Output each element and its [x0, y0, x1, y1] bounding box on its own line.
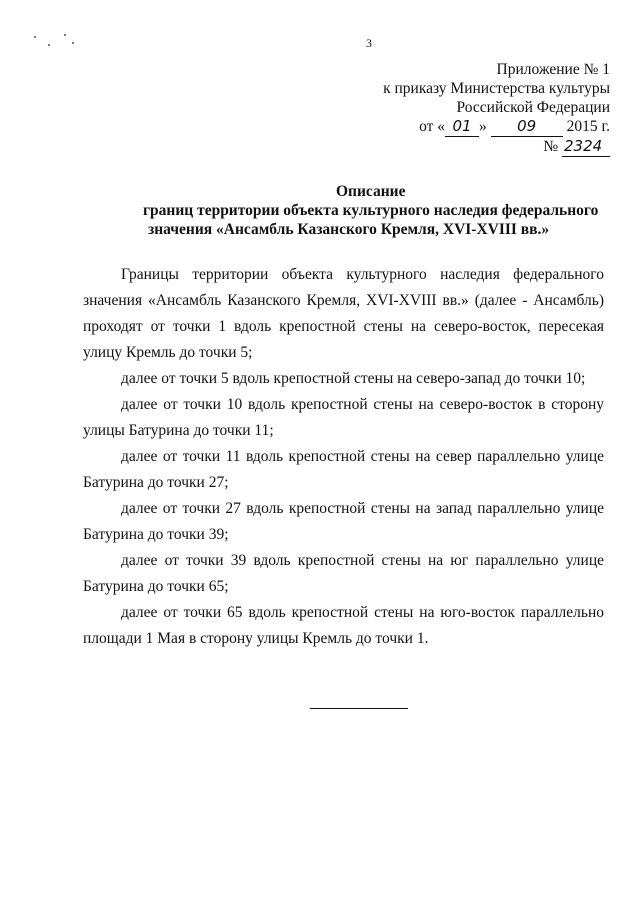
appendix-federation: Российской Федерации	[456, 99, 610, 116]
appendix-date-line	[350, 117, 610, 137]
title-subheading-line2: значения «Ансамбль Казанского Кремля, XVI-XVIII вв.»	[148, 221, 550, 238]
title-heading: Описание	[336, 183, 406, 200]
scan-speck	[34, 36, 36, 38]
appendix-header	[350, 60, 610, 157]
body-paragraph: Границы территории объекта культурного наследия федерального значения «Ансамбль Казанского Кремля, XVI-XVIII вв.» (далее - Ансамбль) проходят от точки 1 вдоль крепостной стены на северо-восток, пересекая улицу Кремль до точки 5;	[83, 266, 604, 361]
date-day-handwritten: 01	[445, 117, 479, 137]
appendix-title: Приложение № 1	[496, 61, 610, 78]
body-paragraph: далее от точки 27 вдоль крепостной стены на запад параллельно улице Батурина до точки 39;	[83, 500, 604, 543]
page-number: 3	[366, 36, 372, 50]
document-title	[80, 182, 640, 239]
scan-speck	[48, 44, 50, 46]
date-mid: »	[479, 118, 487, 135]
order-number-handwritten: 2324	[562, 137, 610, 157]
body-paragraph: далее от точки 11 вдоль крепостной стены на север параллельно улице Батурина до точки 27;	[83, 448, 604, 491]
body-paragraph: далее от точки 39 вдоль крепостной стены на юг параллельно улице Батурина до точки 65;	[83, 552, 604, 595]
scan-speck	[72, 42, 74, 44]
title-subheading-line1: границ территории объекта культурного наследия федерального	[143, 202, 599, 219]
date-year: 2015 г.	[566, 118, 610, 135]
appendix-order-reference: к приказу Министерства культуры	[383, 80, 610, 97]
body-paragraph: далее от точки 5 вдоль крепостной стены на северо-запад до точки 10;	[121, 370, 586, 387]
scan-speck	[64, 34, 66, 36]
date-prefix: от «	[419, 118, 446, 135]
appendix-order-line	[350, 137, 610, 157]
document-body	[83, 262, 604, 652]
closing-rule	[310, 708, 408, 709]
date-month-handwritten: 09	[491, 117, 563, 137]
body-paragraph: далее от точки 10 вдоль крепостной стены на северо-восток в сторону улицы Батурина до точки 11;	[83, 396, 604, 439]
order-prefix: №	[543, 138, 559, 155]
body-paragraph: далее от точки 65 вдоль крепостной стены на юго-восток параллельно площади 1 Мая в сторону улицы Кремль до точки 1.	[83, 604, 604, 647]
